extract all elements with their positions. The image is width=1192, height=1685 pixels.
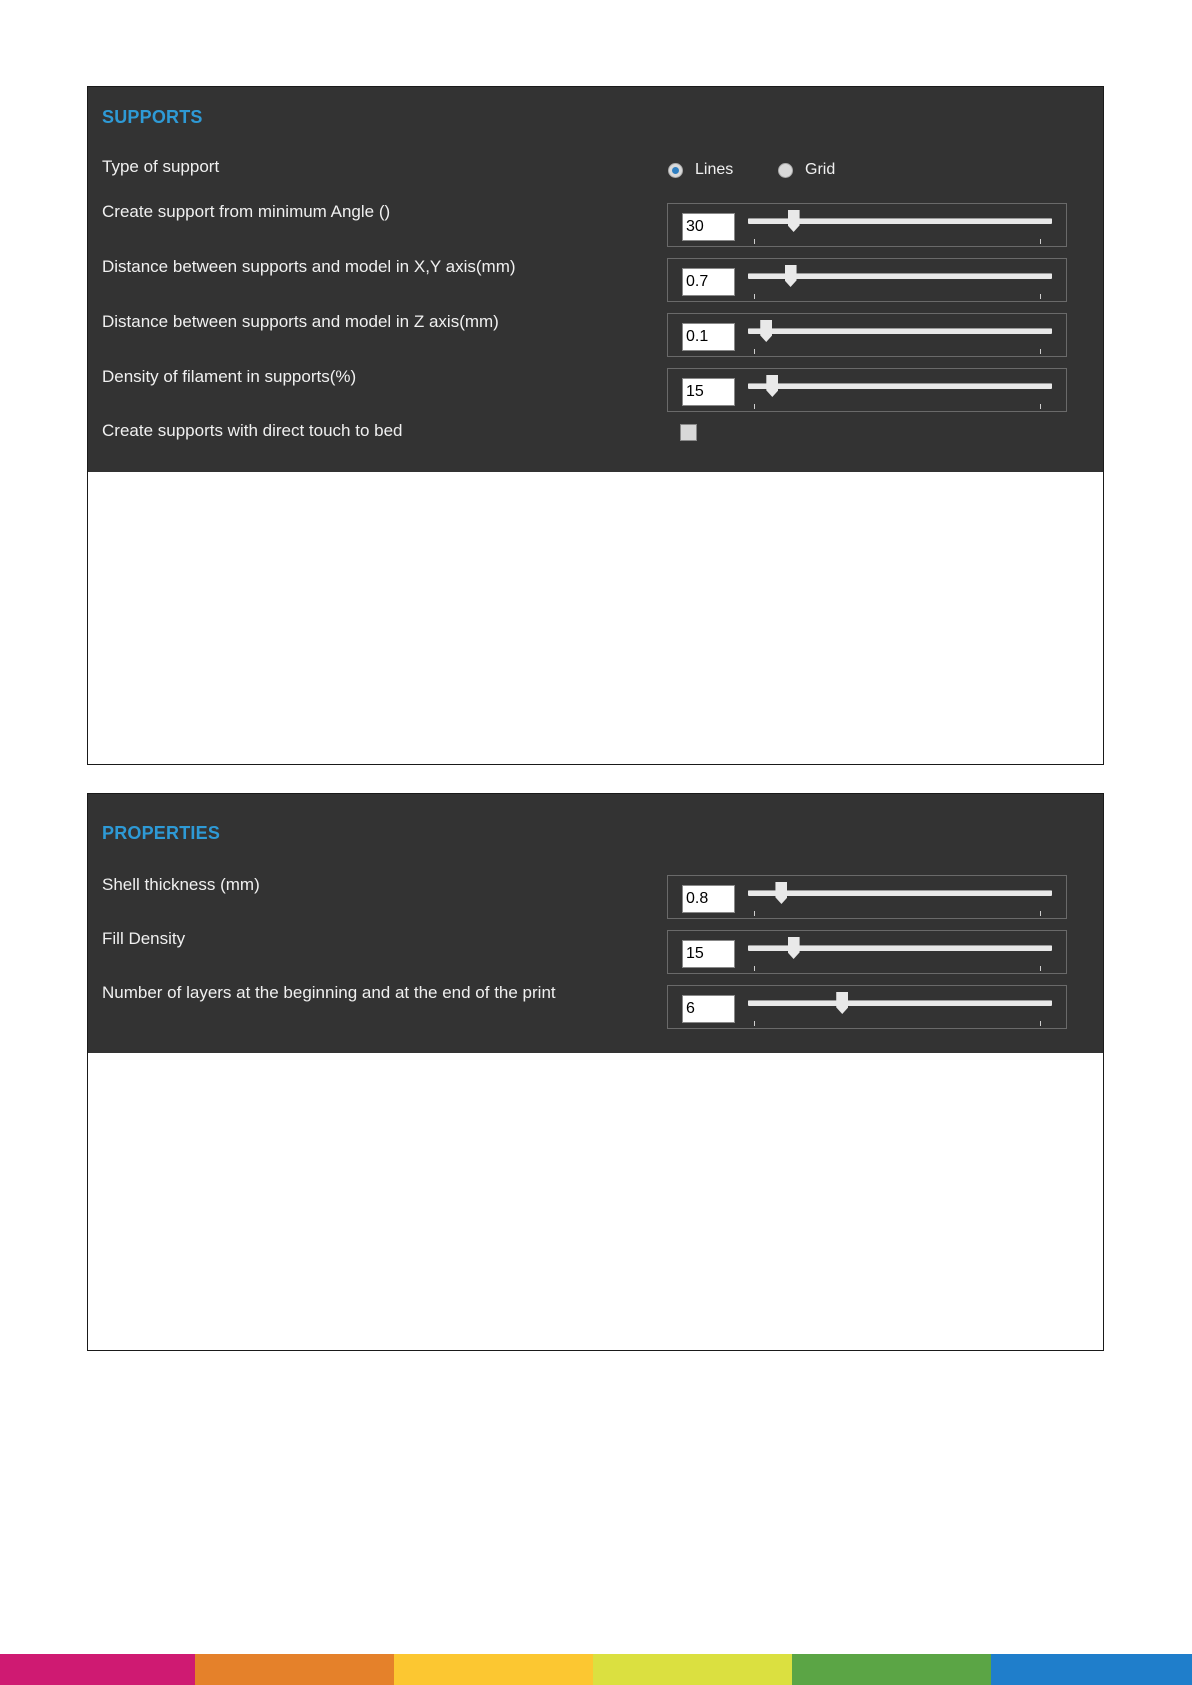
properties-title: PROPERTIES (102, 823, 221, 843)
stripe-green (792, 1654, 991, 1685)
z-distance-input[interactable]: 0.1 (682, 323, 735, 351)
fill-density-input[interactable]: 15 (682, 940, 735, 968)
supports-title: SUPPORTS (102, 107, 203, 127)
xy-distance-input[interactable]: 0.7 (682, 268, 735, 296)
supports-frame (87, 86, 1104, 765)
stripe-orange (195, 1654, 394, 1685)
z-distance-slider-track[interactable] (748, 328, 1052, 334)
min-angle-control (667, 203, 1067, 247)
stripe-blue (991, 1654, 1192, 1685)
density-slider-track[interactable] (748, 383, 1052, 389)
shell-thickness-slider-track[interactable] (748, 890, 1052, 896)
layers-label: Number of layers at the beginning and at the end of the print (102, 983, 556, 1002)
z-distance-slider-thumb[interactable] (760, 320, 772, 342)
xy-distance-slider-thumb[interactable] (785, 265, 797, 287)
density-label: Density of filament in supports(%) (102, 367, 357, 386)
shell-thickness-label: Shell thickness (mm) (102, 875, 260, 894)
touch-bed-checkbox[interactable] (680, 424, 697, 441)
z-distance-label: Distance between supports and model in Z axis(mm) (102, 312, 499, 331)
min-angle-label: Create support from minimum Angle () (102, 202, 391, 221)
xy-distance-control (667, 258, 1067, 302)
layers-slider-thumb[interactable] (836, 992, 848, 1014)
radio-lines-label: Lines (695, 161, 734, 178)
density-control (667, 368, 1067, 412)
density-input[interactable]: 15 (682, 378, 735, 406)
xy-distance-label: Distance between supports and model in X,Y axis(mm) (102, 257, 516, 276)
shell-thickness-input[interactable]: 0.8 (682, 885, 735, 913)
shell-thickness-control (667, 875, 1067, 919)
stripe-yellow (394, 1654, 593, 1685)
fill-density-control (667, 930, 1067, 974)
properties-frame (87, 793, 1104, 1351)
layers-input[interactable]: 6 (682, 995, 735, 1023)
properties-panel (88, 794, 1103, 1053)
fill-density-slider-thumb[interactable] (788, 937, 800, 959)
type-of-support-label: Type of support (102, 157, 220, 176)
shell-thickness-slider-thumb[interactable] (775, 882, 787, 904)
stripe-magenta (0, 1654, 195, 1685)
fill-density-label: Fill Density (102, 929, 186, 948)
stripe-lime (593, 1654, 792, 1685)
touch-bed-label: Create supports with direct touch to bed (102, 421, 403, 440)
layers-slider-track[interactable] (748, 1000, 1052, 1006)
min-angle-input[interactable]: 30 (682, 213, 735, 241)
layers-control (667, 985, 1067, 1029)
density-slider-thumb[interactable] (766, 375, 778, 397)
min-angle-slider-thumb[interactable] (788, 210, 800, 232)
radio-grid[interactable] (778, 163, 793, 178)
supports-panel (88, 87, 1103, 472)
radio-lines[interactable] (668, 163, 683, 178)
z-distance-control (667, 313, 1067, 357)
radio-grid-label: Grid (805, 161, 836, 178)
